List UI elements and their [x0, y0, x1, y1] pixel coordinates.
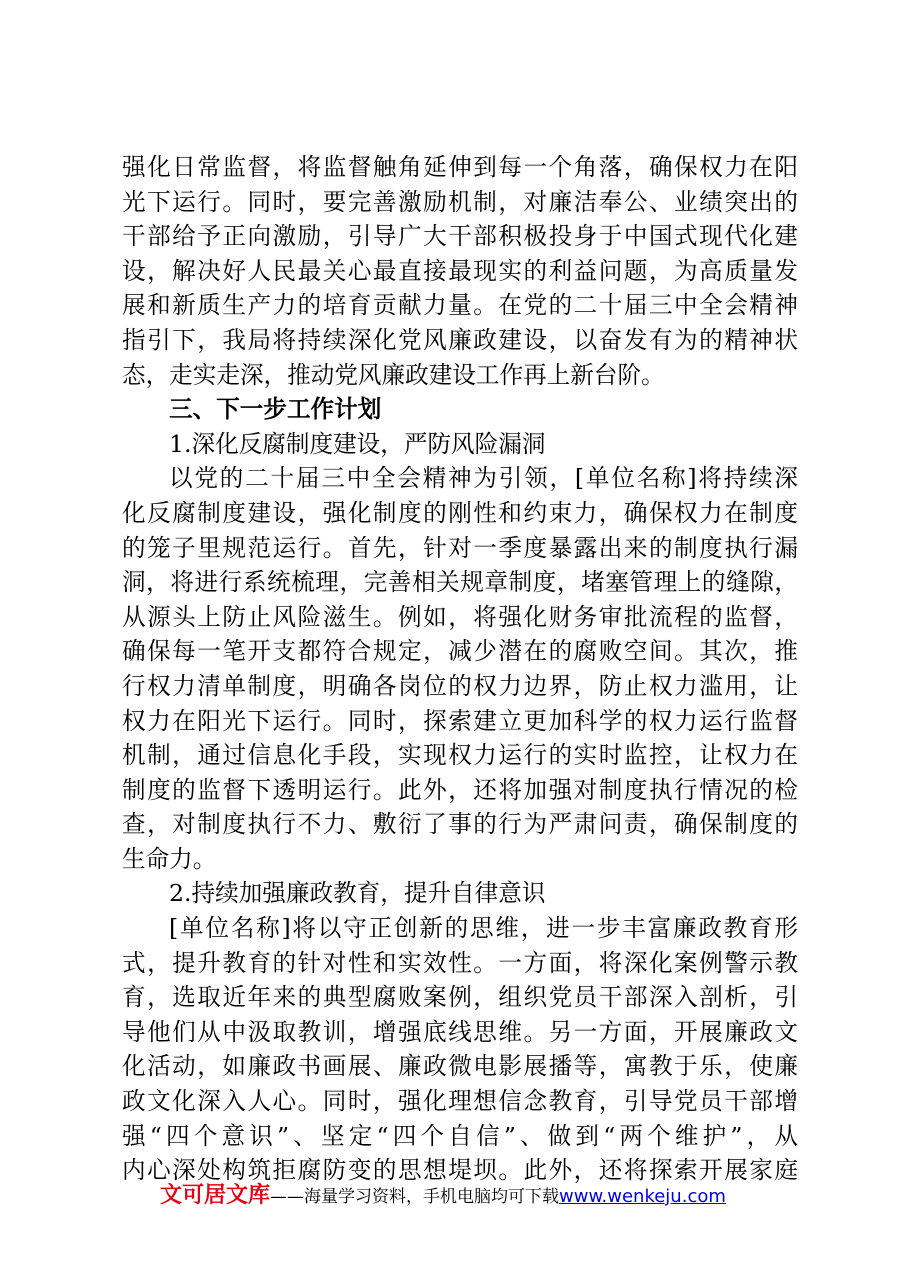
body-line: 制度的监督下透明运行。此外，还将加强对制度执行情况的检 [122, 775, 798, 804]
body-line: 育，选取近年来的典型腐败案例，组织党员干部深入剖析，引 [122, 983, 798, 1012]
body-line: 式，提升教育的针对性和实效性。一方面，将深化案例警示教 [122, 948, 798, 977]
body-line: 化活动，如廉政书画展、廉政微电影展播等，寓教于乐，使廉 [122, 1052, 798, 1081]
body-line: [单位名称]将以守正创新的思维，进一步丰富廉政教育形 [169, 914, 798, 943]
body-line: 政文化深入人心。同时，强化理想信念教育，引导党员干部增 [122, 1087, 798, 1116]
footer-banner [160, 1180, 780, 1212]
body-line: 机制，通过信息化手段，实现权力运行的实时监控，让权力在 [122, 741, 798, 770]
body-line: 内心深处构筑拒腐防变的思想堤坝。此外，还将探索开展家庭 [122, 1156, 798, 1185]
website-link[interactable]: www.wenkeju.com [559, 1186, 726, 1207]
body-line: 强“四个意识”、坚定“四个自信”、做到“两个维护”，从 [122, 1121, 798, 1150]
body-line: 权力在阳光下运行。同时，探索建立更加科学的权力运行监督 [122, 706, 798, 735]
body-line: 以党的二十届三中全会精神为引领，[单位名称]将持续深 [169, 464, 798, 493]
body-line: 查，对制度执行不力、敷衍了事的行为严肃问责，确保制度的 [122, 810, 798, 839]
subsection-heading: 2.持续加强廉政教育，提升自律意识 [169, 879, 546, 908]
body-line: 强化日常监督，将监督触角延伸到每一个角落，确保权力在阳 [122, 153, 798, 181]
body-line: 生命力。 [122, 844, 217, 873]
body-line: 确保每一笔开支都符合规定，减少潜在的腐败空间。其次，推 [122, 637, 798, 666]
body-line: 从源头上防止风险滋生。例如，将强化财务审批流程的监督， [122, 602, 798, 631]
body-line: 行权力清单制度，明确各岗位的权力边界，防止权力滥用，让 [122, 671, 798, 700]
document-body [122, 150, 798, 1188]
body-line: 化反腐制度建设，强化制度的刚性和约束力，确保权力在制度 [122, 498, 798, 527]
body-line: 设，解决好人民最关心最直接最现实的利益问题，为高质量发 [122, 256, 798, 285]
brand-name: 文可居文库 [160, 1183, 271, 1208]
body-line: 干部给予正向激励，引导广大干部积极投身于中国式现代化建 [122, 222, 798, 251]
body-line: 指引下，我局将持续深化党风廉政建设，以奋发有为的精神状 [122, 325, 798, 354]
body-line: 态，走实走深，推动党风廉政建设工作再上新台阶。 [122, 360, 665, 389]
body-line: 展和新质生产力的培育贡献力量。在党的二十届三中全会精神 [122, 291, 798, 320]
section-heading: 三、下一步工作计划 [169, 395, 382, 424]
body-line: 洞，将进行系统梳理，完善相关规章制度，堵塞管理上的缝隙， [122, 568, 798, 597]
footer-tagline: ——海量学习资料，手机电脑均可下载 [270, 1187, 560, 1207]
subsection-heading: 1.深化反腐制度建设，严防风险漏洞 [169, 429, 546, 458]
body-line: 导他们从中汲取教训，增强底线思维。另一方面，开展廉政文 [122, 1017, 798, 1046]
body-line: 光下运行。同时，要完善激励机制，对廉洁奉公、业绩突出的 [122, 187, 798, 216]
body-line: 的笼子里规范运行。首先，针对一季度暴露出来的制度执行漏 [122, 533, 798, 562]
